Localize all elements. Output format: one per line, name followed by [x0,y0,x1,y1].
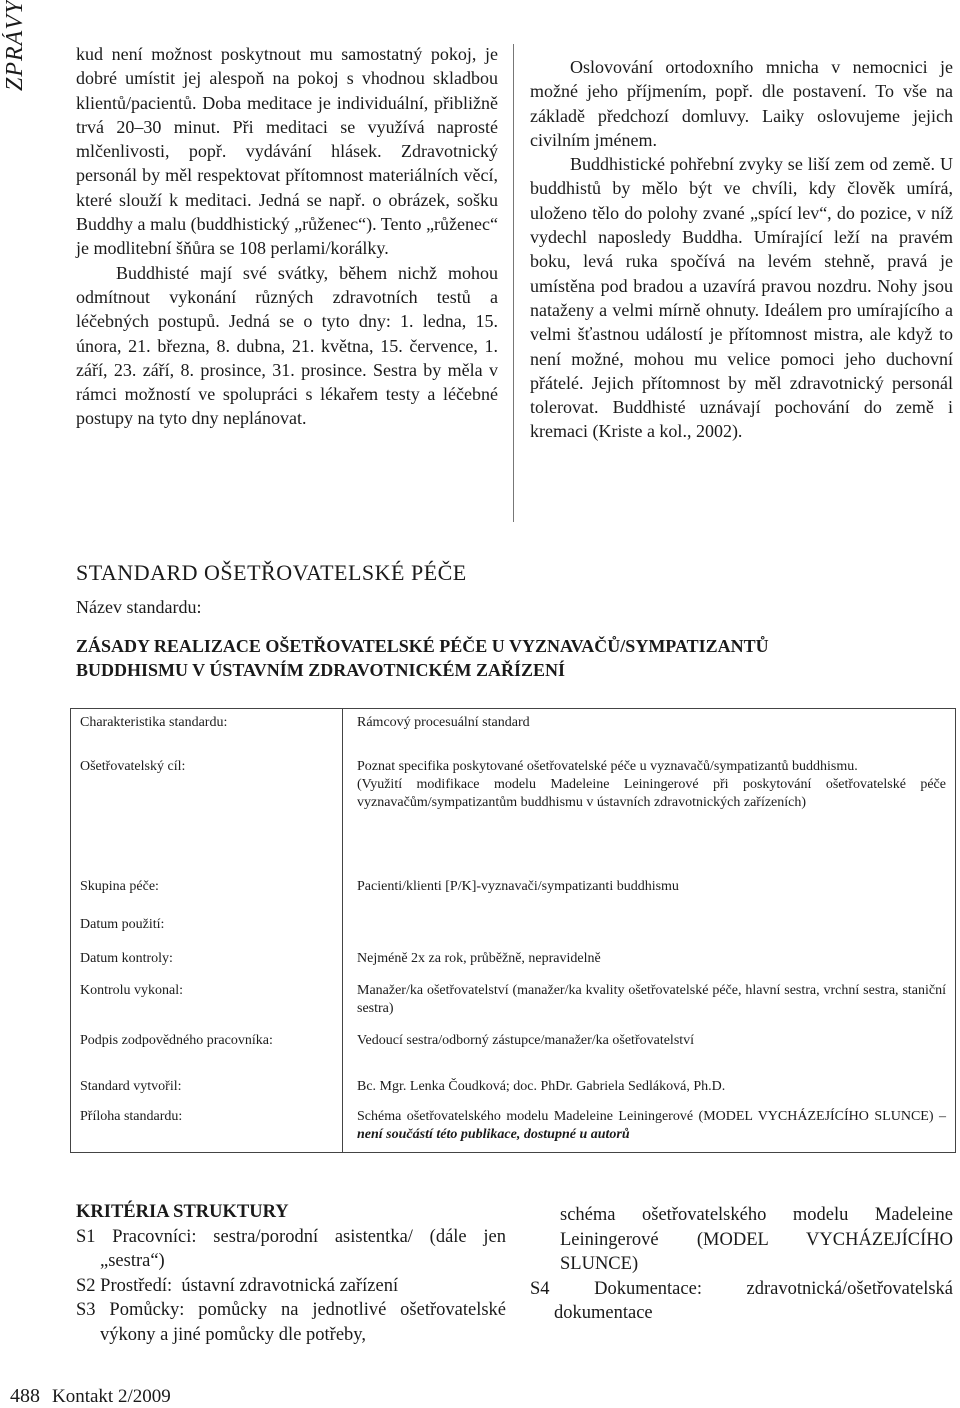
table-value: Manažer/ka ošetřovatelství (manažer/ka kvality ošetřovatelské péče, hlavní sestra, vrchní sestra, staniční sestra) [357,983,946,1016]
table-key: Datum použití: [70,910,343,944]
goal-note: (Využití modifikace modelu Madeleine Leiningerové při poskytování ošetřovatelské péče vyznavačům/sympatizantům buddhismu v ústavních zdravotnických zařízeních) [357,777,946,810]
criteria-s3: S3 Pomůcky: pomůcky na jednotlivé ošetřovatelské výkony a jiné pomůcky dle potřeby, [76,1300,506,1345]
table-key: Podpis zodpovědného pracovníka: [70,1026,343,1072]
right-column [530,55,953,444]
table-row [70,944,956,976]
table-row [70,1072,956,1102]
journal-name: Kontakt 2/2009 [52,1386,171,1407]
left-paragraph-1: kud není možnost poskytnout mu samostatný pokoj, je dobré umístit jej alespoň na pokoj s vhodnou skladbou klientů/pacientů. Doba meditace je individuální, přibližně trvá 20–30 minut. Při meditaci se využívá naprosté mlčenlivosti, popř. vydávání hlásek. Zdravotnický personál by měl respektovat přítomnost materiálních věcí, které slouží k meditaci. Jedná se např. o obrázek, sošku Buddhy a malu (buddhistický „růženec“). Tento „růženec“ je modlitební šňůra se 108 perlami/korálky. [76,44,498,259]
table-value: Nejméně 2x za rok, průběžně, nepravidelně [357,951,601,966]
left-paragraph-2: Buddhisté mají své svátky, během nichž mohou odmítnout vykonání různých zdravotních testů a léčebných postupů. Jedná se o tyto dny: 1. ledna, 15. února, 21. března, 8. dubna, 21. května, 15. července, 1. září, 23. září, 8. prosince, 31. prosince. Sestra by měla v rámci možností ve spolupráci s lékařem testy a léčebné postupy na tyto dny neplánovat. [76,262,498,429]
right-paragraph-1: Oslovování ortodoxního mnicha v nemocnici je možné jeho příjmením, popř. dle postavení. To vše na základě předchozí domluvy. Laiky oslovujeme jejich civilním jménem. [530,57,953,150]
table-value: Rámcový procesuální standard [357,715,530,730]
table-border-right [955,708,956,1152]
table-row [70,1026,956,1072]
right-paragraph-2: Buddhistické pohřební zvyky se liší zem od země. U buddhistů by mělo být ve chvíli, kdy člověk umírá, uloženo tělo do polohy zvané „spící lev“, do pozice, v níž vydechl naposledy Buddha. Umírající leží na pravém boku, levá ruka spočívá na levém stehně, pravá je umístěna pod bradou a uzavírá pravou nozdru. Nohy jsou nataženy a velmi mírně ohnuty. Ideálem pro umírajícího a velmi šťastnou událostí je přítomnost mistra, ale když to není možné, mohou mu velice pomoci jeho duchovní přátelé. Jejich přítomnost by měl zdravotnický personál tolerovat. Buddhisté uznávají pochování do země i kremaci (Kriste a kol., 2002). [530,154,953,442]
table-key: Skupina péče: [70,872,343,910]
table-key: Standard vytvořil: [70,1072,343,1102]
standard-table [70,708,956,1152]
criteria-s2: S2 Prostředí: ústavní zdravotnická zařízení [76,1275,399,1296]
table-value: Vedoucí sestra/odborný zástupce/manažer/ka ošetřovatelství [357,1033,695,1048]
criteria-heading: KRITÉRIA STRUKTURY [76,1202,289,1222]
table-key: Charakteristika standardu: [70,708,343,752]
appendix-note: není součástí této publikace, dostupné u autorů [357,1127,630,1142]
page-number: 488 [10,1385,40,1407]
table-value [343,910,957,944]
table-border-bottom [70,1152,956,1153]
standard-title-line-2: BUDDHISMU V ÚSTAVNÍM ZDRAVOTNICKÉM ZAŘÍZENÍ [76,660,566,680]
criteria-left [76,1200,506,1348]
table-row [70,910,956,944]
standard-heading: STANDARD OŠETŘOVATELSKÉ PÉČE [76,560,467,585]
table-key: Ošetřovatelský cíl: [70,752,343,872]
criteria-s1: S1 Pracovníci: sestra/porodní asistentka/ (dále jen „sestra“) [76,1226,506,1272]
table-border-left [70,708,71,1152]
table-value: Pacienti/klienti [P/K]-vyznavači/sympatizanti buddhismu [357,879,679,894]
criteria-right [530,1203,953,1326]
table-row [70,872,956,910]
left-column [76,42,498,431]
table-row [70,752,956,872]
table-value: Bc. Mgr. Lenka Čoudková; doc. PhDr. Gabriela Sedláková, Ph.D. [357,1079,726,1094]
page-footer [10,1385,171,1408]
section-tag: ZPRÁVY [2,0,28,92]
standard-title [76,634,936,682]
criteria-s4: S4 Dokumentace: zdravotnická/ošetřovatelská dokumentace [530,1278,953,1324]
table-value [343,1102,957,1152]
table-value [343,752,957,872]
table-row [70,708,956,752]
standard-name-label: Název standardu: [76,597,202,617]
table-row [70,1102,956,1152]
table-row [70,976,956,1026]
criteria-s3-continued: schéma ošetřovatelského modelu Madeleine Leiningerové (MODEL VYCHÁZEJÍCÍHO SLUNCE) [560,1205,953,1275]
table-key: Kontrolu vykonal: [70,976,343,1026]
table-key: Datum kontroly: [70,944,343,976]
table-border-top [70,708,956,709]
column-divider [513,44,514,522]
standard-title-line-1: ZÁSADY REALIZACE OŠETŘOVATELSKÉ PÉČE U VYZNAVAČŮ/SYMPATIZANTŮ [76,636,769,656]
table-key: Příloha standardu: [70,1102,343,1152]
appendix-text: Schéma ošetřovatelského modelu Madeleine Leiningerové (MODEL VYCHÁZEJÍCÍHO SLUNCE) – [357,1109,946,1124]
goal-text: Poznat specifika poskytované ošetřovatelské péče u vyznavačů/sympatizantů buddhismu. [357,759,858,774]
